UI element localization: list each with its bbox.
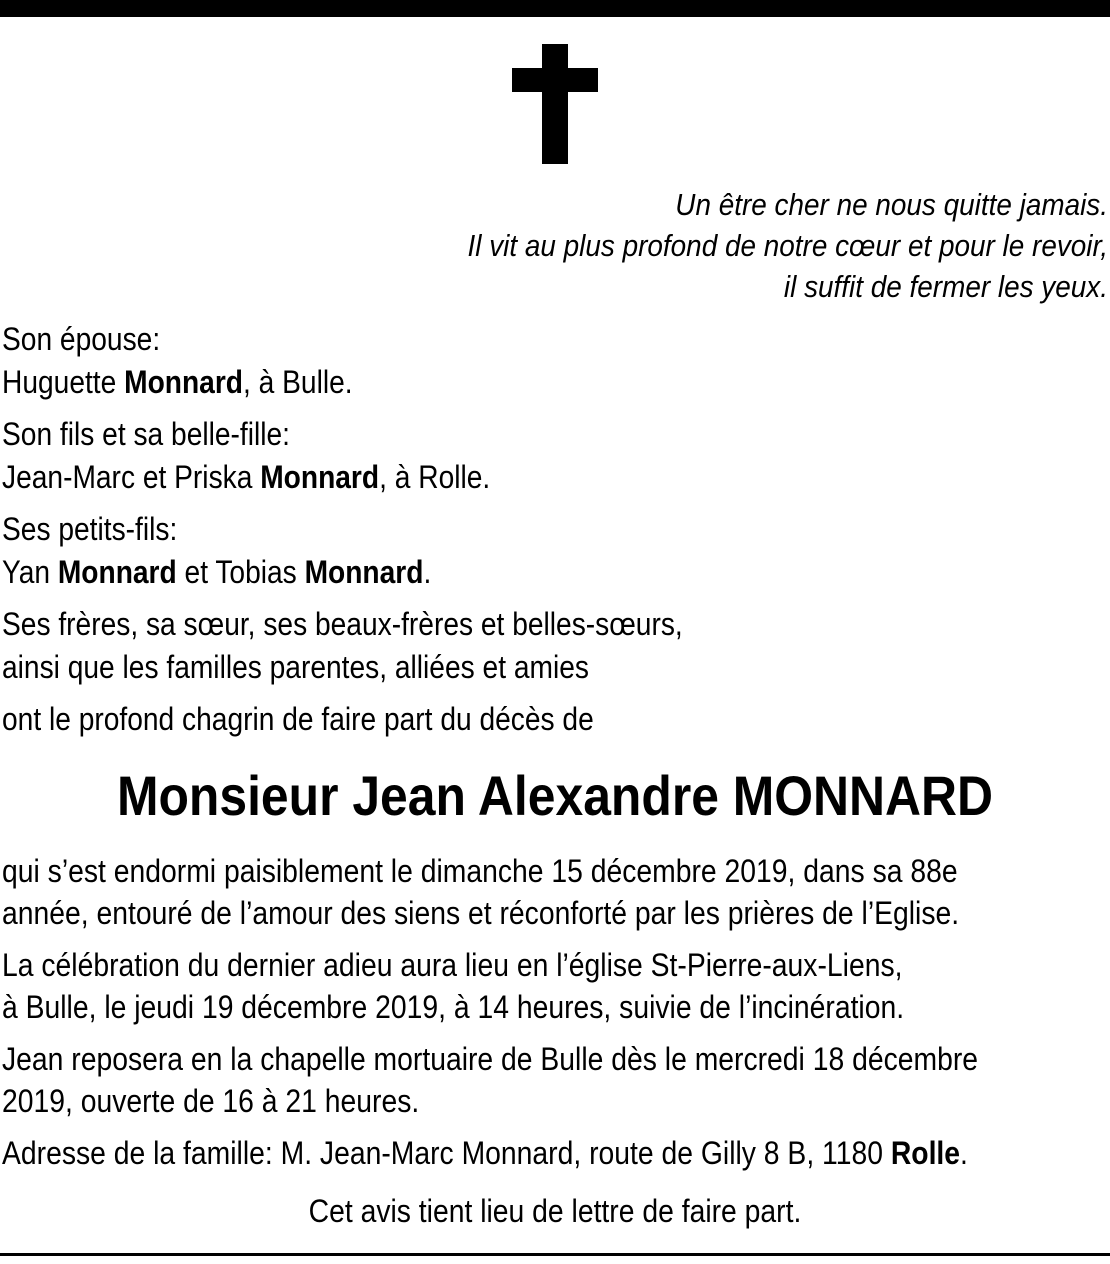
closing-note: Cet avis tient lieu de lettre de faire part.	[308, 1193, 802, 1229]
family-address: Adresse de la famille: M. Jean-Marc Monnard, route de Gilly 8 B, 1180 Rolle.	[2, 1135, 968, 1171]
ceremony-line: La célébration du dernier adieu aura lieu en l’église St-Pierre-aux-Liens,	[2, 947, 903, 983]
quote-line: Un être cher ne nous quitte jamais.	[675, 187, 1108, 222]
cross-icon	[512, 44, 598, 164]
announcement-text: ont le profond chagrin de faire part du décès de	[2, 701, 594, 737]
grandsons-label: Ses petits-fils:	[2, 511, 178, 547]
family-line: Ses frères, sa sœur, ses beaux-frères et belles-sœurs,	[2, 606, 683, 642]
son-block	[2, 413, 1058, 499]
viewing-line: 2019, ouverte de 16 à 21 heures.	[2, 1083, 420, 1119]
bottom-border	[0, 1253, 1110, 1256]
death-line: qui s’est endormi paisiblement le dimanche 15 décembre 2019, dans sa 88e	[2, 853, 958, 889]
ceremony-block	[2, 944, 1099, 1028]
grandsons-names: Yan Monnard et Tobias Monnard.	[2, 554, 432, 590]
family-line: ainsi que les familles parentes, alliées et amies	[2, 649, 589, 685]
wife-name: Huguette Monnard, à Bulle.	[2, 364, 353, 400]
epitaph-quote	[298, 184, 1108, 307]
viewing-line: Jean reposera en la chapelle mortuaire de Bulle dès le mercredi 18 décembre	[2, 1041, 979, 1077]
son-names: Jean-Marc et Priska Monnard, à Rolle.	[2, 459, 491, 495]
son-label: Son fils et sa belle-fille:	[2, 416, 290, 452]
death-line: année, entouré de l’amour des siens et réconforté par les prières de l’Eglise.	[2, 895, 960, 931]
extended-family-block	[2, 603, 1058, 689]
grandsons-block	[2, 508, 1058, 594]
quote-line: Il vit au plus profond de notre cœur et pour le revoir,	[467, 228, 1108, 263]
quote-line: il suffit de fermer les yeux.	[783, 269, 1108, 304]
family-list	[2, 318, 1058, 741]
top-border	[0, 0, 1110, 17]
notice-details	[2, 850, 1099, 1174]
death-block	[2, 850, 1099, 934]
wife-label: Son épouse:	[2, 321, 161, 357]
viewing-block	[2, 1038, 1099, 1122]
wife-block	[2, 318, 1058, 404]
deceased-name: Monsieur Jean Alexandre MONNARD	[116, 764, 994, 827]
ceremony-line: à Bulle, le jeudi 19 décembre 2019, à 14 heures, suivie de l’incinération.	[2, 989, 905, 1025]
